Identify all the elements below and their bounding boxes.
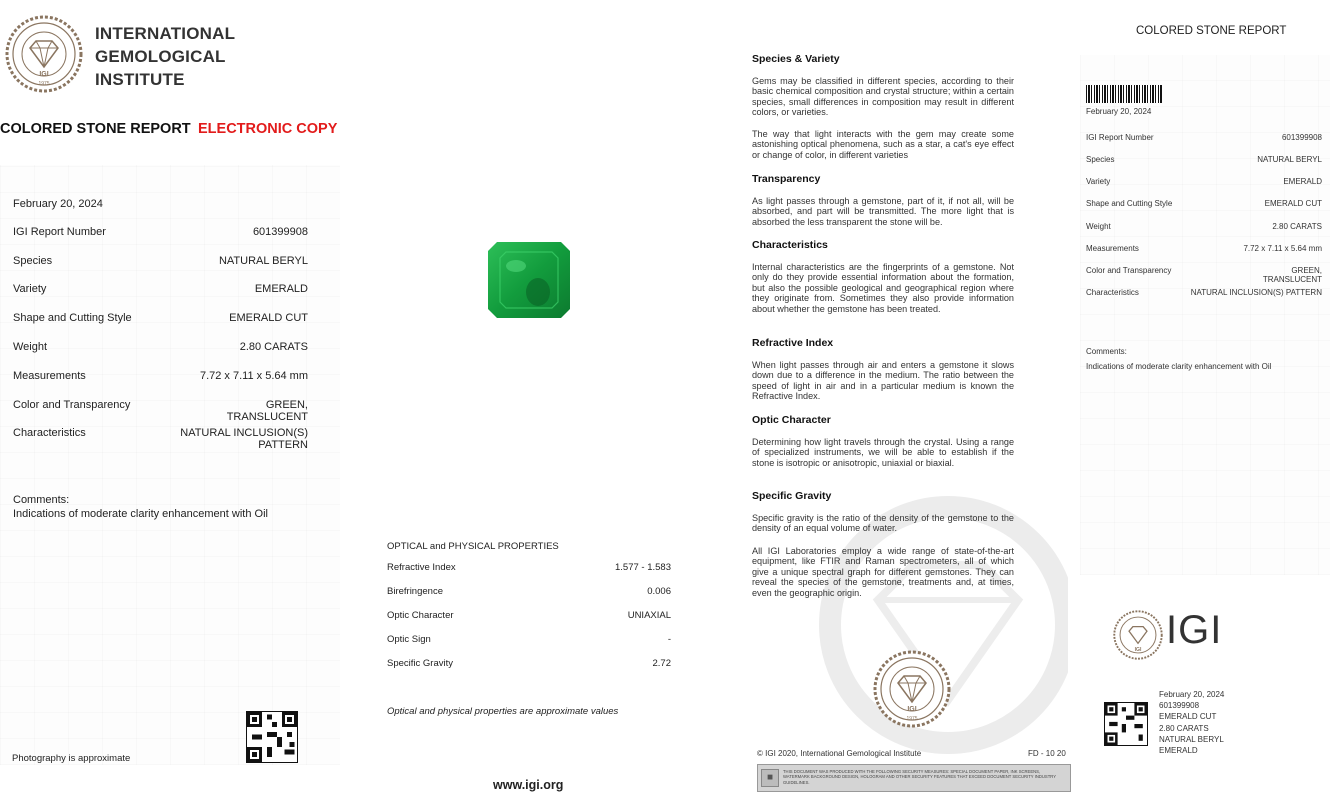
igi-seal-center	[873, 650, 951, 728]
summary-date: February 20, 2024	[1086, 107, 1152, 116]
section-heading-species: Species & Variety	[752, 53, 840, 65]
section-text-transparency: As light passes through a gemstone, part of it, if not all, will be absorbed, and part will be transmitted. The more light that is absorbed the less transparent the stone will be.	[752, 196, 1014, 227]
svg-text:1975: 1975	[906, 716, 918, 722]
section-text-species-1: Gems may be classified in different species, according to their basic chemical composition and crystal structure; within a certain species, small differences in composition may result in different colors, or varieties.	[752, 76, 1014, 118]
section-text-species-2: The way that light interacts with the gem may create some astonishing optical phenomena, such as a star, a cat's eye effect or change of color, in different varieties	[752, 129, 1014, 160]
properties-title: OPTICAL and PHYSICAL PROPERTIES	[387, 541, 559, 552]
section-heading-characteristics: Characteristics	[752, 239, 828, 251]
igi-logo-small	[1113, 610, 1163, 660]
section-heading-refractive-index: Refractive Index	[752, 337, 834, 349]
summary-comments-text: Indications of moderate clarity enhancement with Oil	[1086, 362, 1272, 371]
security-strip	[757, 764, 1071, 792]
igi-seal-logo	[5, 15, 83, 93]
summary-title: COLORED STONE REPORT	[1136, 25, 1287, 37]
copyright-text: © IGI 2020, International Gemological Institute	[757, 749, 922, 758]
qr-code-icon[interactable]	[246, 711, 298, 763]
igi-wordmark: IGI	[1166, 608, 1223, 652]
form-code: FD - 10 20	[1028, 749, 1066, 758]
barcode	[1086, 85, 1162, 103]
security-text: THIS DOCUMENT WAS PRODUCED WITH THE FOLLOWING SECURITY MEASURES: SPECIAL DOCUMENT PAPER, INK SCREENS, WATERMARK BACKGROUND DESIGN, HOLOGRAM AND OTHER SECURITY FEATURES THAT EXCEED DOCUMENT SECURITY INDUSTRY GUIDELINES.	[783, 769, 1056, 785]
section-text-equipment: All IGI Laboratories employ a wide range of state-of-the-art equipment, like FTIR and Raman spectrometers, all of which give a unique spectral graph for different gemstones. They can reveal the species of the gemstone, treatments and, at times, even the geographic origin.	[752, 546, 1014, 598]
properties-note: Optical and physical properties are approximate values	[387, 706, 619, 717]
emerald-photo	[488, 242, 570, 318]
section-text-optic-character: Determining how light travels through the crystal. Using a range of specialized instruments, we will be able to establish if the stone is isotropic or anisotropic, uniaxial or biaxial.	[752, 437, 1014, 468]
comments-label: Comments:	[13, 494, 70, 506]
svg-text:1975: 1975	[38, 81, 50, 87]
svg-text:IGI: IGI	[907, 706, 917, 713]
section-text-specific-gravity: Specific gravity is the ratio of the density of the gemstone to the density of an equal volume of water.	[752, 513, 1014, 534]
section-text-characteristics: Internal characteristics are the fingerprints of a gemstone. Not only do they provide essential information about the formation, but also the possible geological and geographical region where they originate from. Sometimes they also provide information about whether the gemstone has been treated.	[752, 262, 1014, 314]
website-link[interactable]: www.igi.org	[493, 778, 564, 792]
svg-text:IGI: IGI	[1134, 647, 1142, 654]
section-heading-optic-character: Optic Character	[752, 414, 831, 426]
electronic-copy-label: ELECTRONIC COPY	[198, 121, 338, 137]
report-title: COLORED STONE REPORT	[0, 121, 191, 137]
lock-icon: ■	[761, 769, 779, 787]
svg-text:IGI: IGI	[39, 71, 49, 78]
tag-details: February 20, 2024 601399908 EMERALD CUT 2.80 CARATS NATURAL BERYL EMERALD	[1159, 690, 1225, 756]
summary-comments-label: Comments:	[1086, 347, 1127, 356]
section-text-refractive-index: When light passes through air and enters a gemstone it slows down due to a difference in the medium. The ratio between the speed of light in air and in a particular medium is known the Refractive Index.	[752, 360, 1014, 402]
org-name: INTERNATIONAL GEMOLOGICAL INSTITUTE	[95, 24, 236, 89]
section-heading-specific-gravity: Specific Gravity	[752, 490, 832, 502]
comments-text: Indications of moderate clarity enhancement with Oil	[13, 508, 268, 520]
report-date: February 20, 2024	[13, 198, 103, 210]
photo-note: Photography is approximate	[12, 753, 131, 764]
tag-qr-code-icon[interactable]	[1104, 702, 1148, 746]
section-heading-transparency: Transparency	[752, 173, 821, 185]
